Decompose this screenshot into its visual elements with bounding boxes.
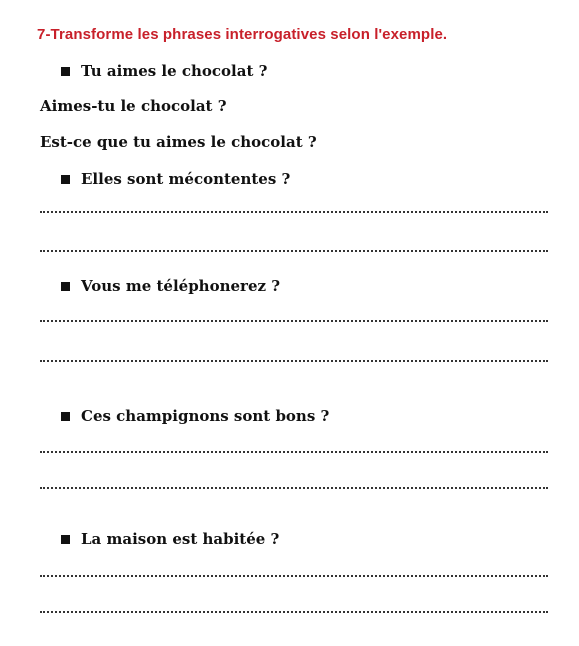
question-text: Vous me téléphonerez ? — [81, 277, 281, 295]
answer-line[interactable] — [40, 320, 548, 322]
example-answer-estceque: Est-ce que tu aimes le chocolat ? — [40, 133, 317, 151]
square-bullet-icon — [61, 535, 70, 544]
square-bullet-icon — [61, 412, 70, 421]
answer-line[interactable] — [40, 487, 548, 489]
answer-line[interactable] — [40, 360, 548, 362]
example-prompt-text: Tu aimes le chocolat ? — [81, 62, 268, 80]
question-item-4 — [61, 530, 279, 548]
square-bullet-icon — [61, 282, 70, 291]
square-bullet-icon — [61, 67, 70, 76]
exercise-title: 7-Transforme les phrases interrogatives selon l'exemple. — [37, 26, 448, 43]
answer-line[interactable] — [40, 451, 548, 453]
question-item-3 — [61, 407, 329, 425]
question-text: La maison est habitée ? — [81, 530, 280, 548]
example-answer-inversion: Aimes-tu le chocolat ? — [40, 97, 227, 115]
example-prompt — [61, 62, 267, 80]
question-text: Ces champignons sont bons ? — [81, 407, 330, 425]
answer-line[interactable] — [40, 211, 548, 213]
square-bullet-icon — [61, 175, 70, 184]
answer-line[interactable] — [40, 250, 548, 252]
answer-line[interactable] — [40, 611, 548, 613]
question-text: Elles sont mécontentes ? — [81, 170, 291, 188]
answer-line[interactable] — [40, 575, 548, 577]
question-item-1 — [61, 170, 290, 188]
question-item-2 — [61, 277, 280, 295]
